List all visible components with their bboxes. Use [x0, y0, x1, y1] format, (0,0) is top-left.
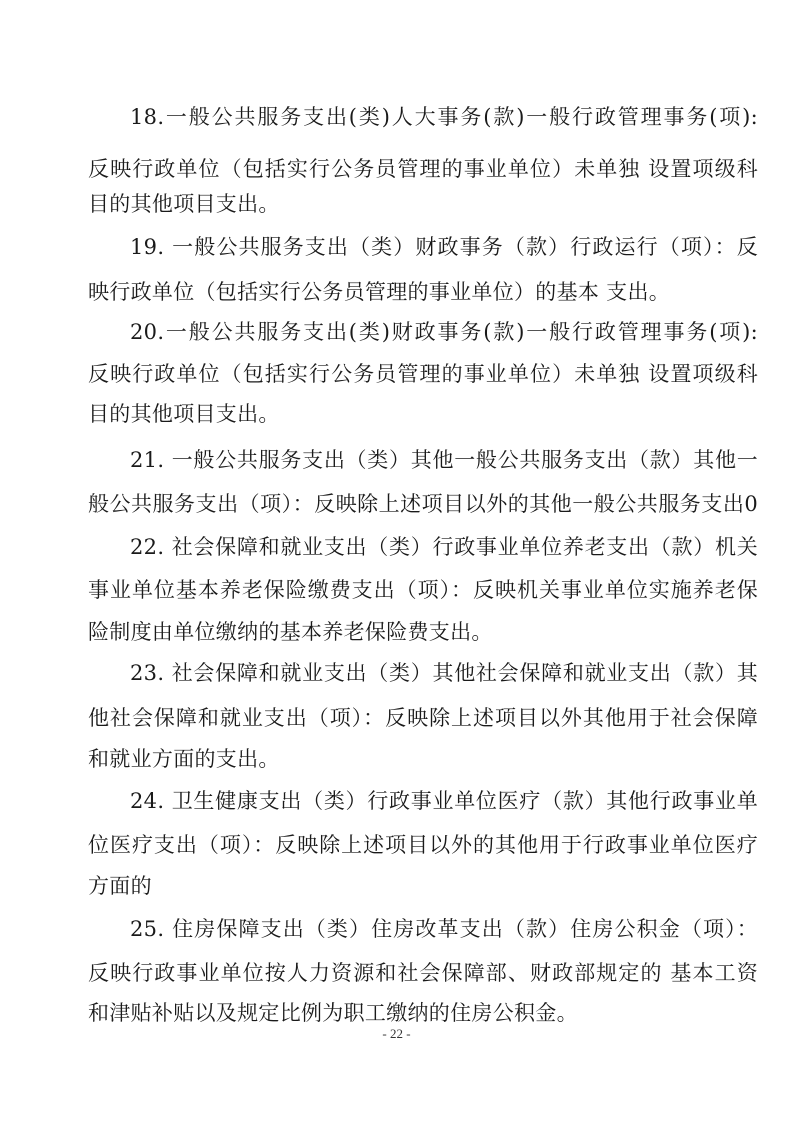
page-number: - 22 -	[382, 1026, 411, 1041]
paragraph-25-line-1: 25. 住房保障支出（类）住房改革支出（款）住房公积金（项）：	[130, 917, 758, 941]
paragraph-20-line-2: 反映行政单位（包括实行公务员管理的事业单位）未单独 设置项级科	[88, 362, 758, 386]
paragraph-18-line-3: 目的其他项目支出。	[88, 192, 280, 216]
paragraph-22-line-1: 22. 社会保障和就业支出（类）行政事业单位养老支出（款）机关	[130, 535, 758, 559]
paragraph-19-line-2: 映行政单位（包括实行公务员管理的事业单位）的基本 支出。	[88, 280, 671, 304]
paragraph-21-line-1: 21. 一般公共服务支出（类）其他一般公共服务支出（款）其他一	[130, 448, 758, 472]
paragraph-24-line-2: 位医疗支出（项）：反映除上述项目以外的其他用于行政事业单位医疗	[88, 833, 758, 857]
paragraph-20-line-3: 目的其他项目支出。	[88, 402, 280, 426]
paragraph-22-line-3: 险制度由单位缴纳的基本养老保险费支出。	[88, 620, 493, 644]
paragraph-25-line-2: 反映行政事业单位按人力资源和社会保障部、财政部规定的 基本工资	[88, 961, 758, 985]
paragraph-19-line-1: 19. 一般公共服务支出（类）财政事务（款）行政运行（项）：反	[130, 235, 758, 259]
paragraph-23-line-2: 他社会保障和就业支出（项）：反映除上述项目以外其他用于社会保障	[88, 706, 758, 730]
paragraph-20-line-1: 20.一般公共服务支出(类)财政事务(款)一般行政管理事务(项):	[130, 320, 758, 344]
paragraph-23-line-3: 和就业方面的支出。	[88, 747, 280, 771]
paragraph-24-line-3: 方面的	[88, 874, 152, 898]
paragraph-23-line-1: 23. 社会保障和就业支出（类）其他社会保障和就业支出（款）其	[130, 661, 758, 685]
paragraph-21-line-2: 般公共服务支出（项）：反映除上述项目以外的其他一般公共服务支出0	[88, 492, 758, 516]
paragraph-25-line-3: 和津贴补贴以及规定比例为职工缴纳的住房公积金。	[88, 1001, 578, 1025]
paragraph-22-line-2: 事业单位基本养老保险缴费支出（项）：反映机关事业单位实施养老保	[88, 578, 758, 602]
paragraph-24-line-1: 24. 卫生健康支出（类）行政事业单位医疗（款）其他行政事业单	[130, 789, 758, 813]
paragraph-18-line-2: 反映行政单位（包括实行公务员管理的事业单位）未单独 设置项级科	[88, 157, 758, 181]
paragraph-18-line-1: 18.一般公共服务支出(类)人大事务(款)一般行政管理事务(项):	[130, 105, 758, 129]
